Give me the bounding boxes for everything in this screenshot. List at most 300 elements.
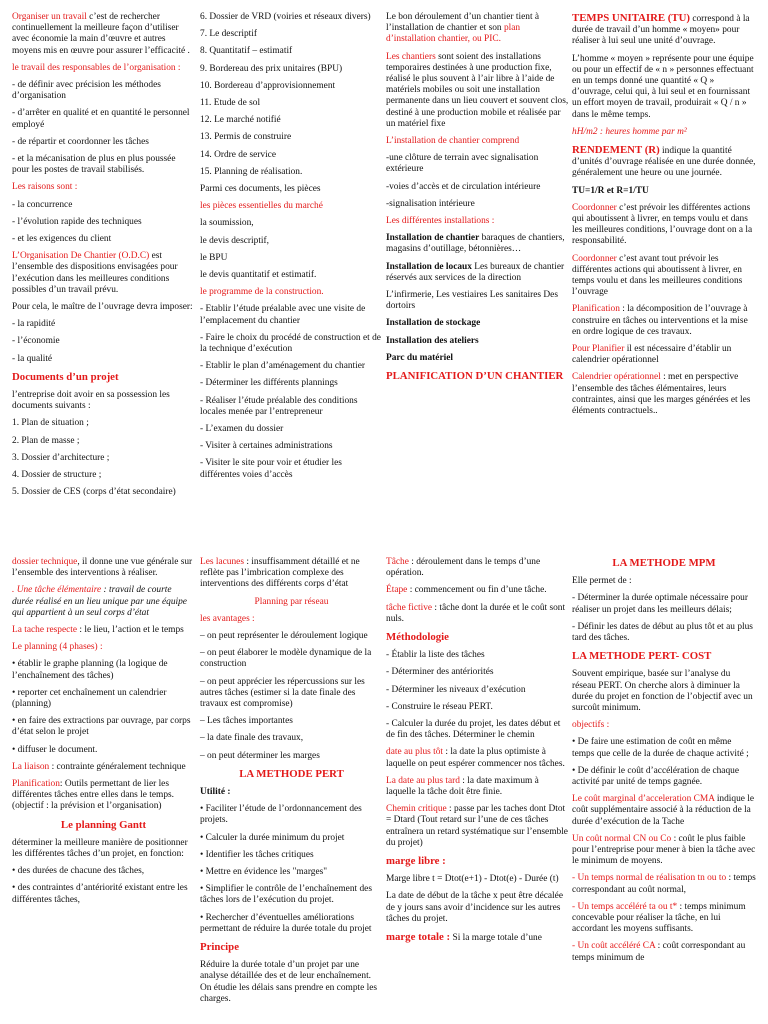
paragraph [12, 716, 195, 738]
paragraph [572, 54, 756, 121]
paragraph [386, 52, 569, 130]
paragraph-tail: c’est avant tout prévoir les différentes actions qui aboutissent à livrer, en temps voulu et dans les meilleures conditions l’ouvrage [572, 253, 743, 298]
paragraph [386, 931, 569, 944]
paragraph-text: - Un coût accéléré CA [572, 941, 656, 952]
paragraph-text: Souvent empirique, basée sur l’analyse du réseau PERT. On cherche alors à diminuer la durée du projet en fonction de l’objectif avec un surcoût minimum. [572, 669, 753, 714]
paragraph-text: Un coût normal CN ou Co [572, 833, 672, 844]
paragraph-text: la soumission, [200, 218, 254, 229]
paragraph [572, 834, 756, 868]
paragraph [200, 218, 383, 229]
paragraph [200, 716, 383, 727]
paragraph [572, 669, 756, 714]
paragraph [200, 833, 383, 844]
paragraph-text: Installation de locaux [386, 261, 472, 272]
paragraph-text: • diffuser le document. [12, 744, 98, 755]
paragraph-tail: : le lieu, l’action et le temps [77, 625, 184, 636]
paragraph-text: objectifs : [572, 720, 610, 731]
paragraph [386, 631, 569, 644]
paragraph [12, 883, 195, 905]
top-column-2 [200, 12, 383, 487]
paragraph-text: • établir le graphe planning (la logique de l’enchaînement des tâches) [12, 659, 168, 681]
paragraph [12, 659, 195, 681]
paragraph [572, 650, 756, 663]
paragraph [200, 913, 383, 935]
paragraph-tail: : Outils permettant de lier les différentes tâches entre elles dans le temps.(objectif : la prévision et l’organisation) [12, 779, 175, 812]
paragraph [200, 201, 383, 212]
paragraph [200, 424, 383, 435]
paragraph [200, 115, 383, 126]
paragraph-text: – on peut apprécier les répercussions sur les autres tâches (estimer si la date finale des travaux est compromise) [200, 676, 365, 710]
paragraph [200, 46, 383, 57]
paragraph-tail: : insuffisamment détaillé et ne reflète pas l’imbrication complexe des interventions des différents corps d’état [200, 557, 360, 590]
paragraph [572, 873, 756, 895]
paragraph [200, 184, 383, 195]
paragraph [200, 333, 383, 355]
paragraph-tail: indique la quantité d’unités d’ouvrage réalisée en une durée donnée, généralement une heure ou une journée. [572, 146, 756, 179]
paragraph [12, 642, 195, 653]
paragraph [572, 344, 756, 366]
paragraph [572, 127, 756, 138]
paragraph-tail: : passe par les taches dont Dtot = Dtard (Tout retard sur l’une de ces tâches entraînera un retard systématique sur l’ensemble du projet) [386, 804, 568, 848]
bottom-column-4 [572, 557, 756, 970]
paragraph-text: TU=1/R et R=1/TU [572, 185, 649, 196]
paragraph-tail: : déroulement dans le temps d’une opération. [386, 557, 541, 579]
paragraph-text: - de définir avec précision les méthodes d’organisation [12, 80, 161, 102]
paragraph-text: L’infirmerie, Les vestiaires Les sanitaires Des dortoirs [386, 290, 558, 312]
paragraph [386, 855, 569, 868]
paragraph-text: - Déterminer les différents plannings [200, 378, 338, 389]
paragraph-text: - et les exigences du client [12, 234, 112, 245]
paragraph [12, 200, 195, 211]
paragraph-text: Réduire la durée totale d’un projet par une analyse détaillée des et de leur enchaînement. On étudie les délais sans prendre en compte les charges. [200, 960, 378, 1004]
paragraph-text: -voies d’accès et de circulation intérieure [386, 181, 541, 192]
paragraph-text: Installation de chantier [386, 233, 480, 244]
paragraph [386, 262, 569, 284]
paragraph-text: - de répartir et coordonner les tâches [12, 136, 149, 147]
paragraph-tail: sont soient des installations temporaires destinées à une production fixe, réalisé le plus souvent à l’air libre à l’aide de matériels mobiles ou soit une installation permanente dans un lieu couvert et souvent clos, destiné à une production mobile et réalisée par un matériel fixe [386, 51, 569, 129]
paragraph [572, 720, 756, 731]
paragraph-text: Étape [386, 585, 408, 596]
top-column-3 [386, 12, 569, 389]
paragraph-text: L’homme « moyen » représente pour une équipe ou pour un effectif de « n » personnes effectuant en un temps donné une quantité « Q » d’ouvrage, celui qui, à lui seul et en fournissant un effort moyen de travail, produirait « Q / n » dans le même temps. [572, 53, 754, 120]
paragraph-text: 7. Le descriptif [200, 29, 258, 40]
paragraph [12, 625, 195, 636]
paragraph-text: Planning par réseau [254, 596, 329, 607]
paragraph [572, 941, 756, 963]
paragraph [12, 585, 195, 619]
paragraph [200, 804, 383, 826]
paragraph [200, 81, 383, 92]
paragraph [572, 203, 756, 248]
paragraph [200, 941, 383, 954]
paragraph [12, 12, 195, 57]
paragraph-text: - et la mécanisation de plus en plus poussée pour les postes de travail stabilisés. [12, 154, 176, 176]
paragraph-text: 2. Plan de masse ; [12, 435, 80, 446]
paragraph-text: Parmi ces documents, les pièces [200, 184, 321, 195]
paragraph-text: - Un temps normal de réalisation tn ou to [572, 873, 727, 884]
paragraph-text: - Etablir l’étude préalable avec une visite de l’emplacement du chantier [200, 304, 366, 326]
paragraph [572, 557, 756, 570]
paragraph [12, 390, 195, 412]
paragraph [12, 436, 195, 447]
paragraph [12, 557, 195, 579]
paragraph [386, 585, 569, 596]
paragraph [200, 884, 383, 906]
paragraph-text: 5. Dossier de CES (corps d’état secondaire) [12, 487, 176, 498]
paragraph-text: La tache respecte [12, 625, 78, 636]
paragraph [200, 597, 383, 608]
paragraph [386, 153, 569, 175]
paragraph [386, 12, 569, 46]
paragraph-text: • en faire des extractions par ouvrage, par corps d’état selon le projet [12, 716, 191, 738]
paragraph-text: • Faciliter l’étude de l’ordonnancement des projets. [200, 804, 362, 826]
paragraph-text: les pièces essentielles du marché [200, 201, 323, 212]
paragraph-text: L’Organisation De Chantier (O.D.C) [12, 251, 150, 262]
paragraph-text: -signalisation intérieure [386, 198, 475, 209]
paragraph-text: La date au plus tard [386, 775, 460, 786]
paragraph-text: Le planning (4 phases) : [12, 642, 103, 653]
paragraph-text: • De définir le coût d’accélération de chaque activité par unité de temps gagnée. [572, 765, 739, 788]
paragraph [200, 150, 383, 161]
paragraph-tail: : la date la plus optimiste à laquelle on peut espérer commencer nos tâches. [386, 747, 565, 769]
paragraph [200, 441, 383, 452]
paragraph-text: marge totale : [386, 931, 451, 944]
paragraph-text: 12. Le marché notifié [200, 115, 281, 126]
paragraph-tail: baraques de chantiers, magasins d’outillage, bétonnières… [386, 233, 565, 255]
paragraph-tail: : temps minimum concevable pour réaliser la tâche, en lui accordant les moyens suffisants. [572, 901, 746, 935]
paragraph-text: Installation de stockage [386, 318, 481, 329]
paragraph-text: 8. Quantitatif – estimatif [200, 46, 293, 57]
paragraph [572, 766, 756, 788]
paragraph [200, 631, 383, 642]
paragraph [200, 768, 383, 781]
paragraph [386, 747, 569, 769]
paragraph-text: • De faire une estimation de coût en même temps que celle de la durée de chaque activité ; [572, 737, 749, 759]
paragraph [200, 236, 383, 247]
paragraph-text: Coordonner [572, 253, 617, 264]
paragraph [12, 234, 195, 245]
paragraph-text: Chemin critique [386, 804, 447, 815]
paragraph-tail: il est nécessaire d’établir un calendrier opérationnel [572, 344, 732, 366]
paragraph [386, 199, 569, 210]
paragraph [200, 850, 383, 861]
paragraph-text: • Mettre en évidence les "marges" [200, 867, 328, 878]
paragraph-tail: correspond à la durée de travail d’un homme « moyen» pour réaliser à lui seul une unité d’ouvrage. [572, 14, 750, 47]
paragraph-text: dossier technique [12, 557, 78, 567]
paragraph-text: les avantages : [200, 613, 255, 624]
paragraph-tail: : met en perspective l’ensemble des tâches élémentaires, leurs contraintes, ainsi que les marges générées et les éléments contractuels.. [572, 372, 751, 417]
paragraph-text: – on peut représenter le déroulement logique [200, 631, 368, 642]
paragraph-text: - l’évolution rapide des techniques [12, 216, 142, 227]
paragraph-text: 11. Etude de sol [200, 98, 261, 109]
paragraph-text: tâche fictive [386, 602, 433, 613]
paragraph-text: 1. Plan de situation ; [12, 418, 89, 429]
paragraph-text: le devis descriptif, [200, 235, 269, 246]
paragraph-text: • Calculer la durée minimum du projet [200, 832, 345, 843]
paragraph [200, 733, 383, 744]
paragraph [12, 80, 195, 102]
paragraph-tail: : temps correspondant au coût normal, [572, 873, 756, 895]
paragraph [12, 182, 195, 193]
paragraph [200, 132, 383, 143]
top-column-1 [12, 12, 195, 505]
paragraph [200, 253, 383, 264]
paragraph [200, 787, 383, 798]
paragraph-text: Les différentes installations : [386, 216, 495, 227]
paragraph-text: – la date finale des travaux, [200, 733, 304, 744]
paragraph [572, 593, 756, 615]
paragraph [12, 688, 195, 710]
paragraph [200, 287, 383, 298]
paragraph-text: PLANIFICATION D’UN CHANTIER [386, 370, 564, 383]
paragraph [572, 372, 756, 417]
paragraph-text: Le coût marginal d’acceleration CMA [572, 794, 715, 805]
paragraph [386, 804, 569, 849]
paragraph-text: Pour cela, le maître de l’ouvrage devra imposer: [12, 302, 193, 313]
paragraph [572, 254, 756, 299]
paragraph-text: – Les tâches importantes [200, 716, 293, 727]
top-column-4 [572, 12, 756, 423]
paragraph [12, 217, 195, 228]
paragraph [12, 745, 195, 756]
paragraph [12, 108, 195, 130]
paragraph-text: Calendrier opérationnel [572, 372, 661, 383]
paragraph-text: - Construire le réseau PERT. [386, 701, 493, 712]
paragraph-tail-italic: : travail de courte durée réalisé en un lieu unique par une équipe qui appartient à un seul corps d’état [12, 585, 187, 618]
paragraph-text: - Réaliser l’étude préalable des conditions locales menée par l’entrepreneur [200, 395, 358, 417]
paragraph-text: L’installation de chantier comprend [386, 136, 520, 147]
paragraph-text: Principe [200, 941, 239, 954]
paragraph [200, 304, 383, 326]
paragraph-text: - Calculer la durée du projet, les dates début et de fin des tâches. Déterminer le chemin [386, 719, 561, 741]
paragraph-text: • Simplifier le contrôle de l’enchaînement des tâches lors de l’exécution du projet. [200, 884, 372, 906]
paragraph [200, 378, 383, 389]
paragraph-text: La date de début de la tâche x peut être décalée de y jours sans avoir d’incidence sur les autres tâches du projet. [386, 891, 563, 924]
paragraph-text: date au plus tôt [386, 747, 444, 758]
paragraph-text: - Un temps accéléré ta ou t* [572, 901, 678, 912]
paragraph-text: 15. Planning de réalisation. [200, 166, 303, 177]
paragraph [200, 270, 383, 281]
paragraph-tail: : coût correspondant au temps minimum de [572, 941, 746, 963]
paragraph-text: • des contraintes d’antériorité existant entre les différentes tâches, [12, 883, 188, 905]
paragraph-tail: : tâche dont la durée et le coût sont nuls. [386, 602, 566, 624]
paragraph [12, 866, 195, 877]
paragraph [12, 762, 195, 773]
paragraph [200, 960, 383, 1005]
paragraph-text: 3. Dossier d’architecture ; [12, 452, 110, 463]
paragraph-text: Le bon déroulement d’un chantier tient à l’installation de chantier et son [386, 12, 540, 34]
paragraph-tail: indique le coût supplémentaire associé à la réduction de la durée d’exécution de la Tache [572, 794, 755, 827]
paragraph-text: Marge libre t = Dtot(e+1) - Dtot(e) - Durée (t) [386, 874, 559, 885]
paragraph [572, 186, 756, 197]
paragraph [200, 29, 383, 40]
paragraph-text: 10. Bordereau d’approvisionnement [200, 80, 336, 91]
paragraph-text: Méthodologie [386, 631, 449, 644]
paragraph [572, 304, 756, 338]
paragraph [386, 650, 569, 661]
paragraph [12, 154, 195, 176]
paragraph-text: - la qualité [12, 353, 53, 364]
paragraph-text: Tâche [386, 557, 409, 567]
paragraph-text: Organiser un travail [12, 12, 87, 22]
paragraph [12, 470, 195, 481]
paragraph [386, 290, 569, 312]
paragraph [386, 891, 569, 925]
paragraph [12, 319, 195, 330]
paragraph-tail: c’est de rechercher continuellement la meilleure façon d’utiliser avec économie la main d’œuvre et autres moyens mis en œuvre pour assurer l’efficacité . [12, 12, 190, 56]
paragraph-tail: : contrainte généralement technique [49, 761, 186, 772]
paragraph-text: - Déterminer des antériorités [386, 667, 494, 678]
paragraph-text: Les raisons sont : [12, 182, 78, 193]
paragraph-tail: : commencement ou fin d’une tâche. [407, 585, 547, 596]
paragraph-text: le BPU [200, 252, 228, 263]
paragraph-tail: , il donne une vue générale sur l’ensemble des interventions à réaliser. [12, 557, 193, 579]
paragraph-text: - Faire le choix du procédé de construction et de la technique d’exécution [200, 332, 381, 355]
paragraph-tail: : coût le plus faible pour l’entreprise pour mener à bien la tâche avec le minimum de moyens. [572, 833, 756, 867]
paragraph-text: 4. Dossier de structure ; [12, 470, 102, 481]
paragraph [12, 819, 195, 832]
paragraph [12, 487, 195, 498]
paragraph [386, 336, 569, 347]
paragraph-tail: c’est prévoir les différentes actions qui aboutissent à livrer, en temps voulu et dans les meilleures conditions, l’ouvrage dont on a la responsabilité. [572, 202, 753, 247]
paragraph-text: Elle permet de : [572, 576, 632, 587]
paragraph-text: LA METHODE PERT [239, 767, 344, 780]
paragraph-text: Le planning Gantt [60, 818, 147, 831]
paragraph [386, 603, 569, 625]
paragraph [572, 737, 756, 759]
paragraph [12, 418, 195, 429]
paragraph-text: – on peut déterminer les marges [200, 750, 320, 761]
paragraph [386, 685, 569, 696]
paragraph-text: -une clôture de terrain avec signalisation extérieure [386, 153, 539, 175]
paragraph-text: - L’examen du dossier [200, 424, 284, 435]
paragraph [12, 838, 195, 860]
paragraph [12, 453, 195, 464]
paragraph-text: La liaison [12, 761, 50, 772]
paragraph [386, 874, 569, 885]
paragraph-text: • Rechercher d’éventuelles améliorations permettant de réduire la durée totale du projet [200, 912, 372, 934]
paragraph-text: - Etablir le plan d’aménagement du chantier [200, 361, 366, 372]
paragraph-text: marge libre : [386, 855, 446, 868]
paragraph [12, 354, 195, 365]
paragraph-text: - Visiter à certaines administrations [200, 441, 333, 452]
paragraph-text: - Visiter le site pour voir et étudier les différentes voies d’accès [200, 458, 342, 480]
paragraph [12, 63, 195, 74]
paragraph-text: - d’arrêter en qualité et en quantité le personnel employé [12, 108, 190, 130]
paragraph-text: Les lacunes [200, 557, 244, 567]
paragraph [386, 702, 569, 713]
paragraph [386, 557, 569, 579]
paragraph-text: RENDEMENT (R) [572, 144, 660, 157]
paragraph-text: le travail des responsables de l’organisation : [12, 62, 181, 73]
paragraph-tail: : la décomposition de l’ouvrage à construire en tâches ou interventions et la mise en ordre logique de ces travaux. [572, 304, 748, 337]
paragraph-text: 9. Bordereau des prix unitaires (BPU) [200, 63, 343, 74]
paragraph-tail: Si la marge totale d’une [450, 933, 542, 944]
paragraph [12, 137, 195, 148]
paragraph [200, 361, 383, 372]
paragraph-text: Coordonner [572, 202, 617, 213]
paragraph-text: • des durées de chacune des tâches, [12, 866, 145, 877]
paragraph-text: . Une tâche élémentaire [12, 585, 102, 596]
paragraph-text: - Déterminer les niveaux d’exécution [386, 684, 526, 695]
paragraph [200, 867, 383, 878]
paragraph [200, 396, 383, 418]
paragraph-text: Utilité : [200, 787, 231, 798]
paragraph [386, 182, 569, 193]
paragraph [572, 794, 756, 828]
paragraph [572, 144, 756, 180]
paragraph [386, 667, 569, 678]
paragraph [386, 719, 569, 741]
paragraph [386, 353, 569, 364]
paragraph [200, 458, 383, 480]
paragraph-tail: Les bureaux de chantier réservés aux services de la direction [386, 261, 565, 283]
paragraph-text: TEMPS UNITAIRE (TU) [572, 12, 690, 24]
paragraph-text: Installation des ateliers [386, 335, 479, 346]
paragraph [386, 233, 569, 255]
paragraph-text: le devis quantitatif et estimatif. [200, 270, 317, 281]
paragraph-text: Planification [572, 304, 620, 315]
paragraph-text: 13. Permis de construire [200, 132, 292, 143]
bottom-column-2 [200, 557, 383, 1011]
paragraph-text: le programme de la construction. [200, 287, 324, 298]
paragraph-text: LA METHODE PERT- COST [572, 650, 712, 663]
paragraph [386, 216, 569, 227]
paragraph [200, 64, 383, 75]
bottom-column-1 [12, 557, 195, 912]
paragraph-text: hH/m2 : heures homme par m² [572, 126, 687, 137]
paragraph [12, 302, 195, 313]
paragraph [200, 614, 383, 625]
paragraph [200, 751, 383, 762]
paragraph-text: Planification [12, 779, 60, 790]
paragraph-text: Pour Planifier [572, 344, 625, 355]
paragraph [200, 677, 383, 711]
paragraph [572, 576, 756, 587]
paragraph [12, 779, 195, 813]
paragraph [572, 622, 756, 644]
paragraph [386, 776, 569, 798]
paragraph-text: • reporter cet enchaînement un calendrier (planning) [12, 687, 167, 710]
paragraph-text: Documents d’un projet [12, 370, 119, 383]
paragraph [386, 318, 569, 329]
paragraph-tail: : la date maximum à laquelle la tâche doit être finie. [386, 775, 539, 798]
bottom-column-3 [386, 557, 569, 950]
paragraph [386, 370, 569, 383]
paragraph [572, 902, 756, 936]
paragraph [200, 557, 383, 591]
paragraph-text: Les chantiers [386, 51, 436, 62]
paragraph [572, 12, 756, 48]
paragraph [386, 136, 569, 147]
paragraph-text: 6. Dossier de VRD (voiries et réseaux divers) [200, 12, 371, 22]
paragraph-text: - Déterminer la durée optimale nécessaire pour réaliser un projet dans les meilleurs délais; [572, 593, 748, 615]
paragraph-text: • Identifier les tâches critiques [200, 849, 314, 860]
paragraph-text: l’entreprise doit avoir en sa possession les documents suivants : [12, 390, 170, 412]
paragraph [200, 167, 383, 178]
paragraph-text: - Établir la liste des tâches [386, 650, 485, 661]
paragraph-tail-highlight: plan d’installation chantier, ou PIC. [386, 23, 521, 45]
paragraph [12, 251, 195, 296]
paragraph-text: - la concurrence [12, 199, 73, 210]
paragraph [12, 371, 195, 384]
paragraph-tail: est l’ensemble des dispositions envisagées pour l’exécution dans les meilleures conditions possibles d’un travail prévu. [12, 251, 178, 295]
paragraph-text: 14. Ordre de service [200, 149, 277, 160]
paragraph-text: – on peut élaborer le modèle dynamique de la construction [200, 648, 372, 670]
paragraph [200, 98, 383, 109]
paragraph-text: LA METHODE MPM [612, 557, 716, 569]
paragraph-text: - la rapidité [12, 319, 56, 330]
